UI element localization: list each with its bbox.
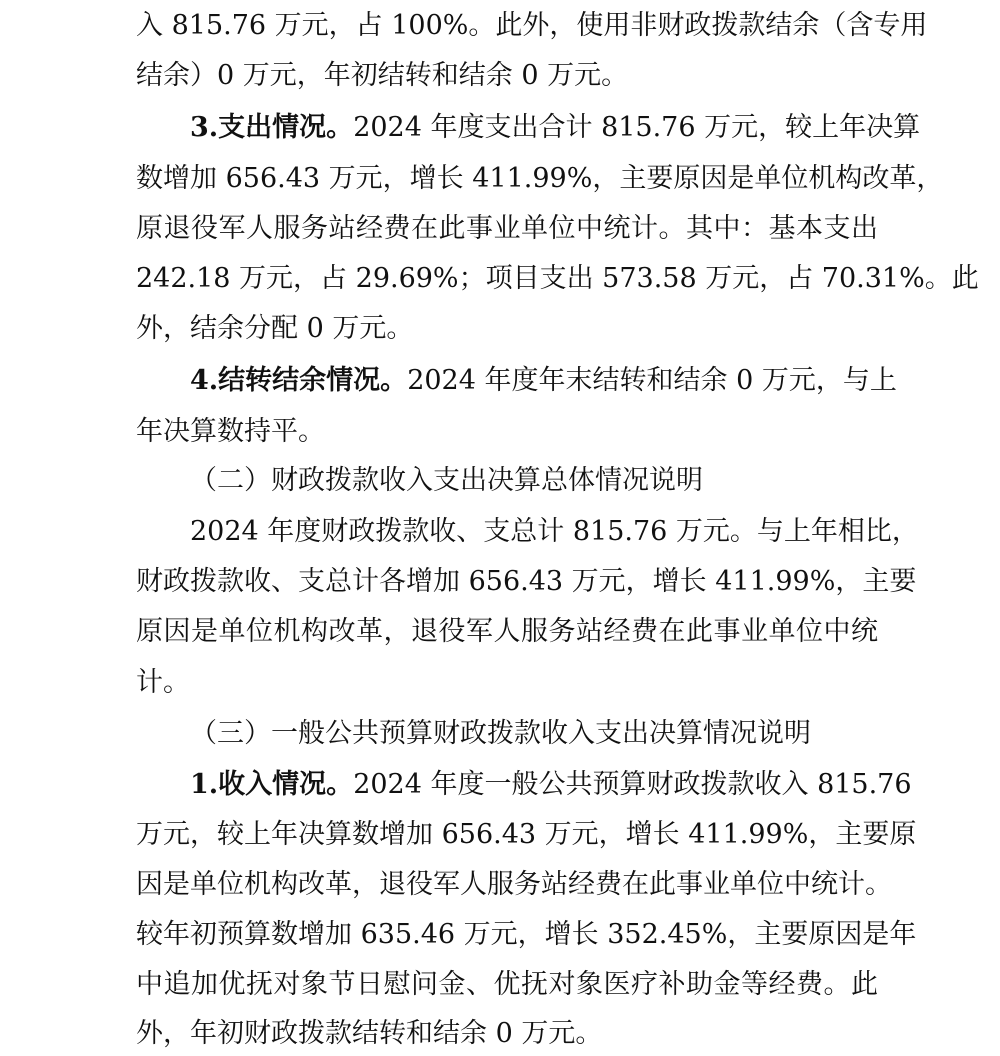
paragraph-line: 原退役军人服务站经费在此事业单位中统计。其中：基本支出 — [136, 213, 878, 244]
income-text: 2024 年度一般公共预算财政拨款收入 815.76 — [353, 769, 912, 800]
paragraph-line: 较年初预算数增加 635.46 万元，增长 352.45%，主要原因是年 — [136, 919, 917, 950]
section-heading: （二）财政拨款收入支出决算总体情况说明 — [190, 465, 703, 496]
section-heading: （三）一般公共预算财政拨款收入支出决算情况说明 — [190, 718, 811, 749]
paragraph-line: 外，年初财政拨款结转和结余 0 万元。 — [136, 1018, 603, 1049]
paragraph-line: 242.18 万元，占 29.69%；项目支出 573.58 万元，占 70.31%。此 — [136, 263, 979, 294]
paragraph-line: 因是单位机构改革，退役军人服务站经费在此事业单位中统计。 — [136, 869, 892, 900]
carryover-paragraph-line — [190, 361, 897, 401]
paragraph-line: 数增加 656.43 万元，增长 411.99%，主要原因是单位机构改革， — [136, 163, 944, 194]
paragraph-line: 计。 — [136, 667, 190, 698]
paragraph-line: 中追加优抚对象节日慰问金、优抚对象医疗补助金等经费。此 — [136, 969, 878, 1000]
paragraph-line: 财政拨款收、支总计各增加 656.43 万元，增长 411.99%，主要 — [136, 566, 917, 597]
paragraph-line: 结余）0 万元，年初结转和结余 0 万元。 — [136, 60, 629, 91]
paragraph-line: 2024 年度财政拨款收、支总计 815.76 万元。与上年相比， — [190, 516, 919, 547]
paragraph-line: 万元，较上年决算数增加 656.43 万元，增长 411.99%，主要原 — [136, 819, 917, 850]
income-paragraph-line — [190, 765, 912, 805]
paragraph-line: 入 815.76 万元，占 100%。此外，使用非财政拨款结余（含专用 — [136, 10, 928, 41]
expense-paragraph-line — [190, 108, 921, 148]
paragraph-line: 原因是单位机构改革，退役军人服务站经费在此事业单位中统 — [136, 616, 878, 647]
carryover-text: 2024 年度年末结转和结余 0 万元，与上 — [407, 365, 897, 396]
paragraph-line: 外，结余分配 0 万元。 — [136, 313, 414, 344]
expense-heading: 3.支出情况。 — [190, 112, 354, 143]
income-heading: 1.收入情况。 — [190, 769, 354, 800]
expense-text: 2024 年度支出合计 815.76 万元，较上年决算 — [353, 112, 921, 143]
carryover-heading: 4.结转结余情况。 — [190, 365, 408, 396]
paragraph-line: 年决算数持平。 — [136, 416, 325, 447]
